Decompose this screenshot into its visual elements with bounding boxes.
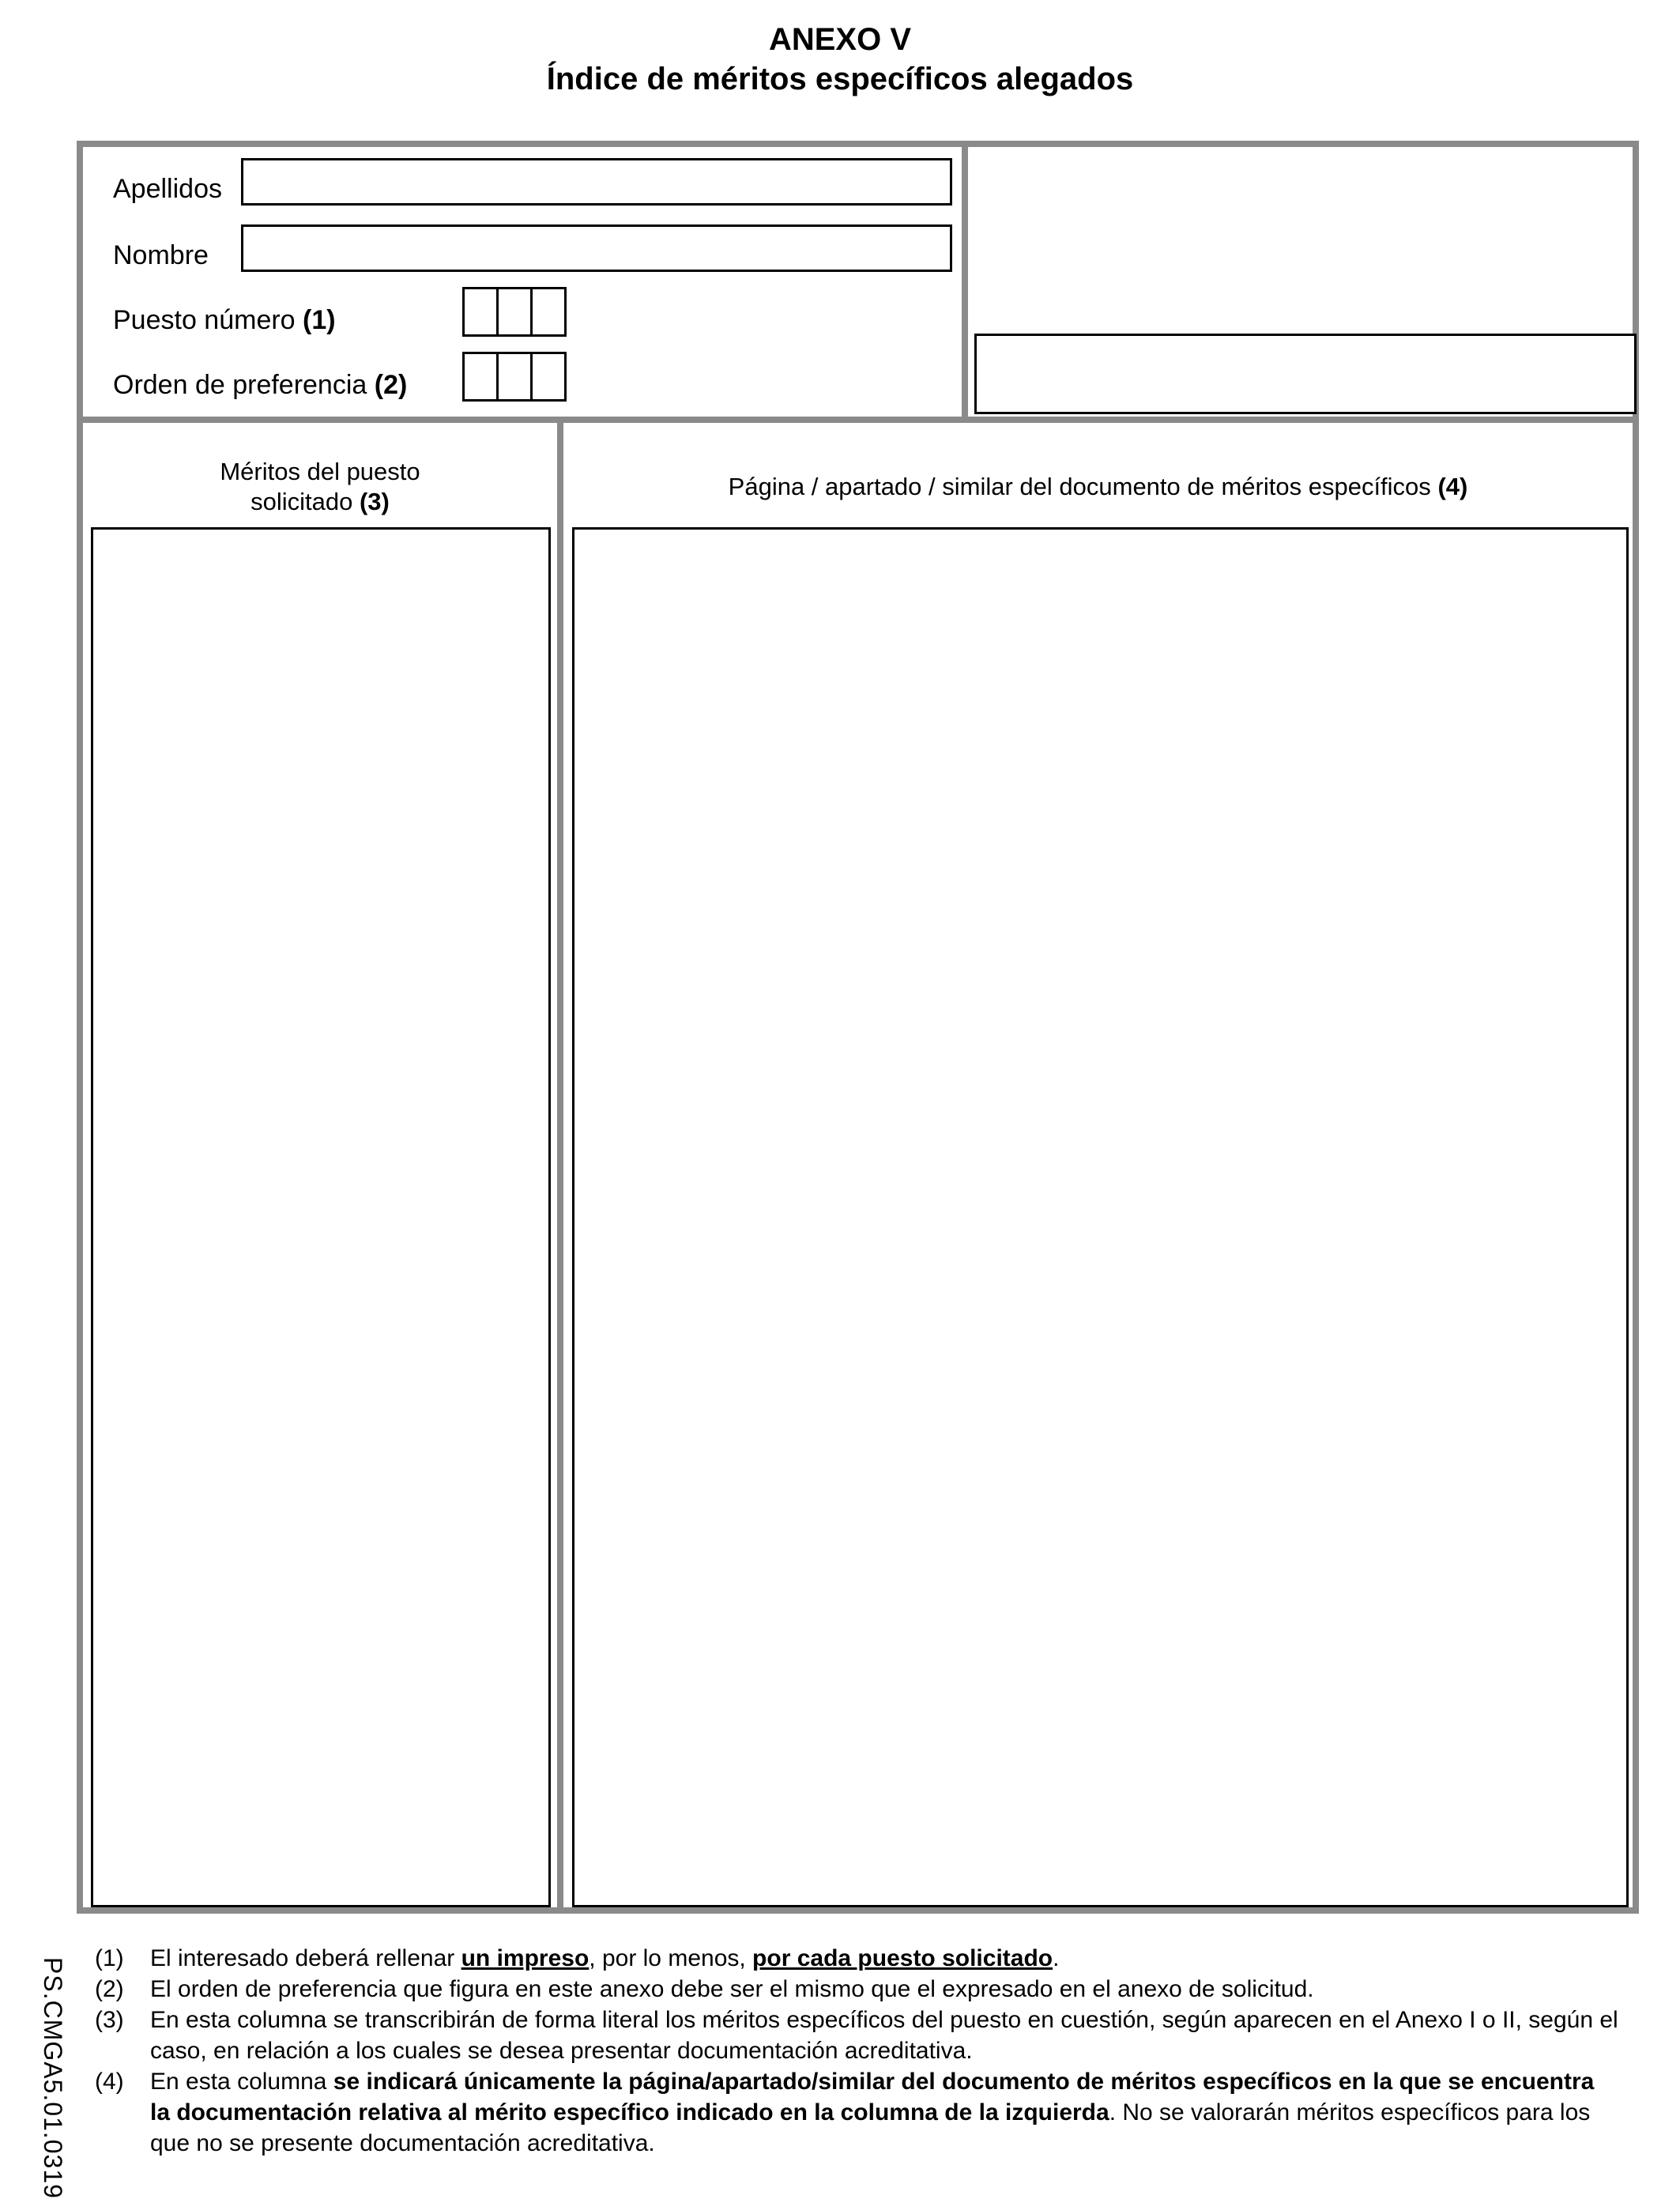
footnote-1: (1) El interesado deberá rellenar un impreso, por lo menos, por cada puesto solicitado. — [95, 1945, 1060, 1971]
nombre-label: Nombre — [113, 240, 209, 270]
footnote-2: (2) El orden de preferencia que figura en este anexo debe ser el mismo que el expresado en el anexo de solicitud. — [95, 1976, 1314, 2002]
form-frame — [77, 141, 1639, 1914]
right-column-area[interactable] — [572, 527, 1629, 1907]
right-column-heading: Página / apartado / similar del documento de méritos específicos (4) — [728, 473, 1468, 500]
orden-label: Orden de preferencia (2) — [113, 370, 408, 400]
page-subtitle: Índice de méritos específicos alegados — [546, 62, 1134, 96]
digit-box[interactable] — [496, 287, 533, 337]
left-column-heading: Méritos del puesto solicitado (3) — [220, 458, 420, 515]
left-column-area[interactable] — [91, 527, 551, 1907]
page-title: ANEXO V — [768, 22, 912, 57]
footnote-3: (3) En esta columna se transcribirán de forma literal los méritos específicos del puesto en cuestión, según aparecen en el Anexo I o II, según el caso, en relación a los cuales se desea presentar documentación acreditativa. — [95, 2007, 1618, 2064]
apellidos-label: Apellidos — [113, 174, 222, 204]
section-divider — [83, 417, 1633, 423]
footnotes — [95, 1943, 1620, 2159]
footnote-4: (4) En esta columna se indicará únicamente la página/apartado/similar del documento de méritos específicos en la que se encuentra la documentación relativa al mérito específico indicado en la columna de la izquierda. No se valorarán méritos específicos para los que no se presente documentación acreditativa. — [95, 2069, 1595, 2156]
orden-boxes[interactable] — [462, 352, 564, 402]
puesto-label: Puesto número (1) — [113, 305, 336, 335]
digit-box[interactable] — [530, 287, 567, 337]
top-divider — [962, 147, 968, 423]
digit-box[interactable] — [496, 352, 533, 402]
puesto-number-boxes[interactable] — [462, 287, 564, 337]
document-code: PS.CMGA5.01.0319 — [39, 1957, 67, 2199]
digit-box[interactable] — [530, 352, 567, 402]
digit-box[interactable] — [462, 287, 499, 337]
apellidos-field[interactable] — [241, 158, 952, 206]
digit-box[interactable] — [462, 352, 499, 402]
registry-box[interactable] — [974, 334, 1637, 414]
column-divider — [557, 417, 563, 1914]
nombre-field[interactable] — [241, 224, 952, 272]
